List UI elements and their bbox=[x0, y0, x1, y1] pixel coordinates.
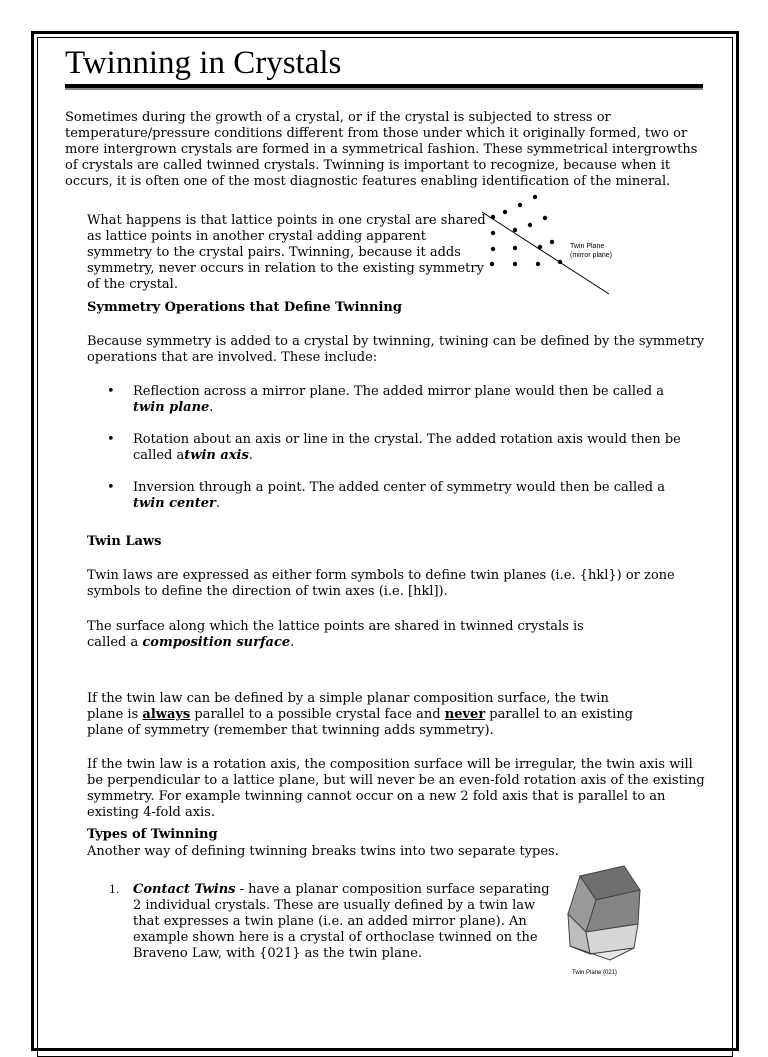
item-number: 1. bbox=[109, 883, 120, 896]
always-term: always bbox=[142, 707, 191, 722]
lattice-point bbox=[558, 260, 562, 264]
lattice-points bbox=[490, 195, 562, 266]
lattice-point bbox=[491, 215, 495, 219]
bullet-text: Inversion through a point. The added center of symmetry would then be called a bbox=[133, 480, 666, 495]
crystal-caption: Twin Plane {021} bbox=[572, 970, 618, 976]
lattice-paragraph: What happens is that lattice points in one crystal are shared as lattice points in another crystal adding apparent symmetry to the crystal pairs. Twinning, because it adds symmetry, never occurs in relation to the existing symmetry of the crystal. bbox=[87, 213, 486, 292]
types-paragraph: Another way of defining twinning breaks twins into two separate types. bbox=[87, 844, 559, 859]
lattice-point bbox=[513, 246, 517, 250]
lattice-point bbox=[538, 245, 542, 249]
bullet-term: twin plane bbox=[133, 400, 210, 415]
symmetry-paragraph: Because symmetry is added to a crystal by twinning, twining can be defined by the symmetry operations that are involved. These include: bbox=[87, 334, 705, 365]
bullet-text: Reflection across a mirror plane. The added mirror plane would then be called a bbox=[133, 384, 664, 399]
lattice-point bbox=[513, 262, 517, 266]
lattice-point bbox=[550, 240, 554, 244]
rotation-twin-paragraph: If the twin law is a rotation axis, the composition surface will be irregular, the twin axis will be perpendicular to a lattice plane, but will never be an even-fold rotation axis of the existing symmetry. For example twinning cannot occur on a new 2 fold axis that is parallel to an existing 4-fold axis. bbox=[87, 757, 705, 820]
lattice-point bbox=[533, 195, 537, 199]
list-item bbox=[87, 882, 557, 962]
lattice-point bbox=[536, 262, 540, 266]
lattice-point bbox=[513, 228, 517, 232]
contact-twins-term: Contact Twins bbox=[133, 882, 236, 897]
lattice-point bbox=[518, 203, 522, 207]
lattice-point bbox=[491, 247, 495, 251]
list-item bbox=[87, 480, 687, 512]
bullet-icon: • bbox=[107, 384, 115, 399]
twin-plane-diagram bbox=[480, 190, 620, 300]
bullet-term: twin axis bbox=[184, 448, 249, 463]
never-term: never bbox=[444, 707, 486, 722]
planar-twin-paragraph: If the twin law can be defined by a simple planar composition surface, the twin plane is always parallel to a possible crystal face and never parallel to an existing plane of symmetry (remember that twinning adds symmetry). bbox=[87, 691, 634, 738]
bullet-icon: • bbox=[107, 432, 115, 447]
twin-laws-heading: Twin Laws bbox=[87, 534, 162, 549]
lattice-point bbox=[491, 231, 495, 235]
bullet-end: . bbox=[209, 400, 214, 415]
contact-twins-text: - have a planar composition surface separating 2 individual crystals. These are usually defined by a twin law that expresses a twin plane (i.e. an added mirror plane). An example shown here is a crystal of orthoclase twinned on the Braveno Law, with {021} as the twin plane. bbox=[133, 882, 550, 961]
twin-laws-paragraph: Twin laws are expressed as either form symbols to define twin planes (i.e. {hkl}) or zone symbols to define the direction of twin axes (i.e. [hkl]). bbox=[87, 568, 675, 599]
lattice-point bbox=[543, 216, 547, 220]
bullet-term: twin center bbox=[133, 496, 216, 511]
bullet-end: . bbox=[215, 496, 221, 511]
composition-surface-paragraph: The surface along which the lattice points are shared in twinned crystals is called a composition surface. bbox=[87, 619, 584, 650]
lattice-point bbox=[503, 210, 507, 214]
orthoclase-crystal-figure bbox=[560, 862, 650, 982]
list-item bbox=[87, 384, 687, 416]
mirror-plane-label: (mirror plane) bbox=[570, 252, 613, 259]
twin-types-list bbox=[87, 882, 557, 962]
symmetry-operations-list bbox=[87, 384, 687, 528]
bullet-end: . bbox=[248, 448, 253, 463]
lattice-point bbox=[528, 223, 532, 227]
twin-plane-label: Twin Plane bbox=[570, 243, 605, 250]
bullet-icon: • bbox=[107, 480, 115, 495]
bullet-text: Rotation about an axis or line in the crystal. The added rotation axis would then be called a bbox=[133, 432, 681, 463]
types-heading: Types of Twinning bbox=[87, 827, 218, 842]
lattice-point bbox=[490, 262, 494, 266]
title-rule bbox=[65, 84, 703, 90]
page-title: Twinning in Crystals bbox=[65, 45, 342, 81]
symmetry-heading: Symmetry Operations that Define Twinning bbox=[87, 300, 402, 315]
intro-paragraph: Sometimes during the growth of a crystal, or if the crystal is subjected to stress or temperature/pressure conditions different from those under which it originally formed, two or more intergrown crystals are formed in a symmetrical fashion. These symmetrical intergrowths of crystals are called twinned crystals. Twinning is important to recognize, because when it occurs, it is often one of the most diagnostic features enabling identification of the mineral. bbox=[65, 110, 698, 189]
composition-surface-term: composition surface bbox=[142, 635, 291, 650]
list-item bbox=[87, 432, 687, 464]
